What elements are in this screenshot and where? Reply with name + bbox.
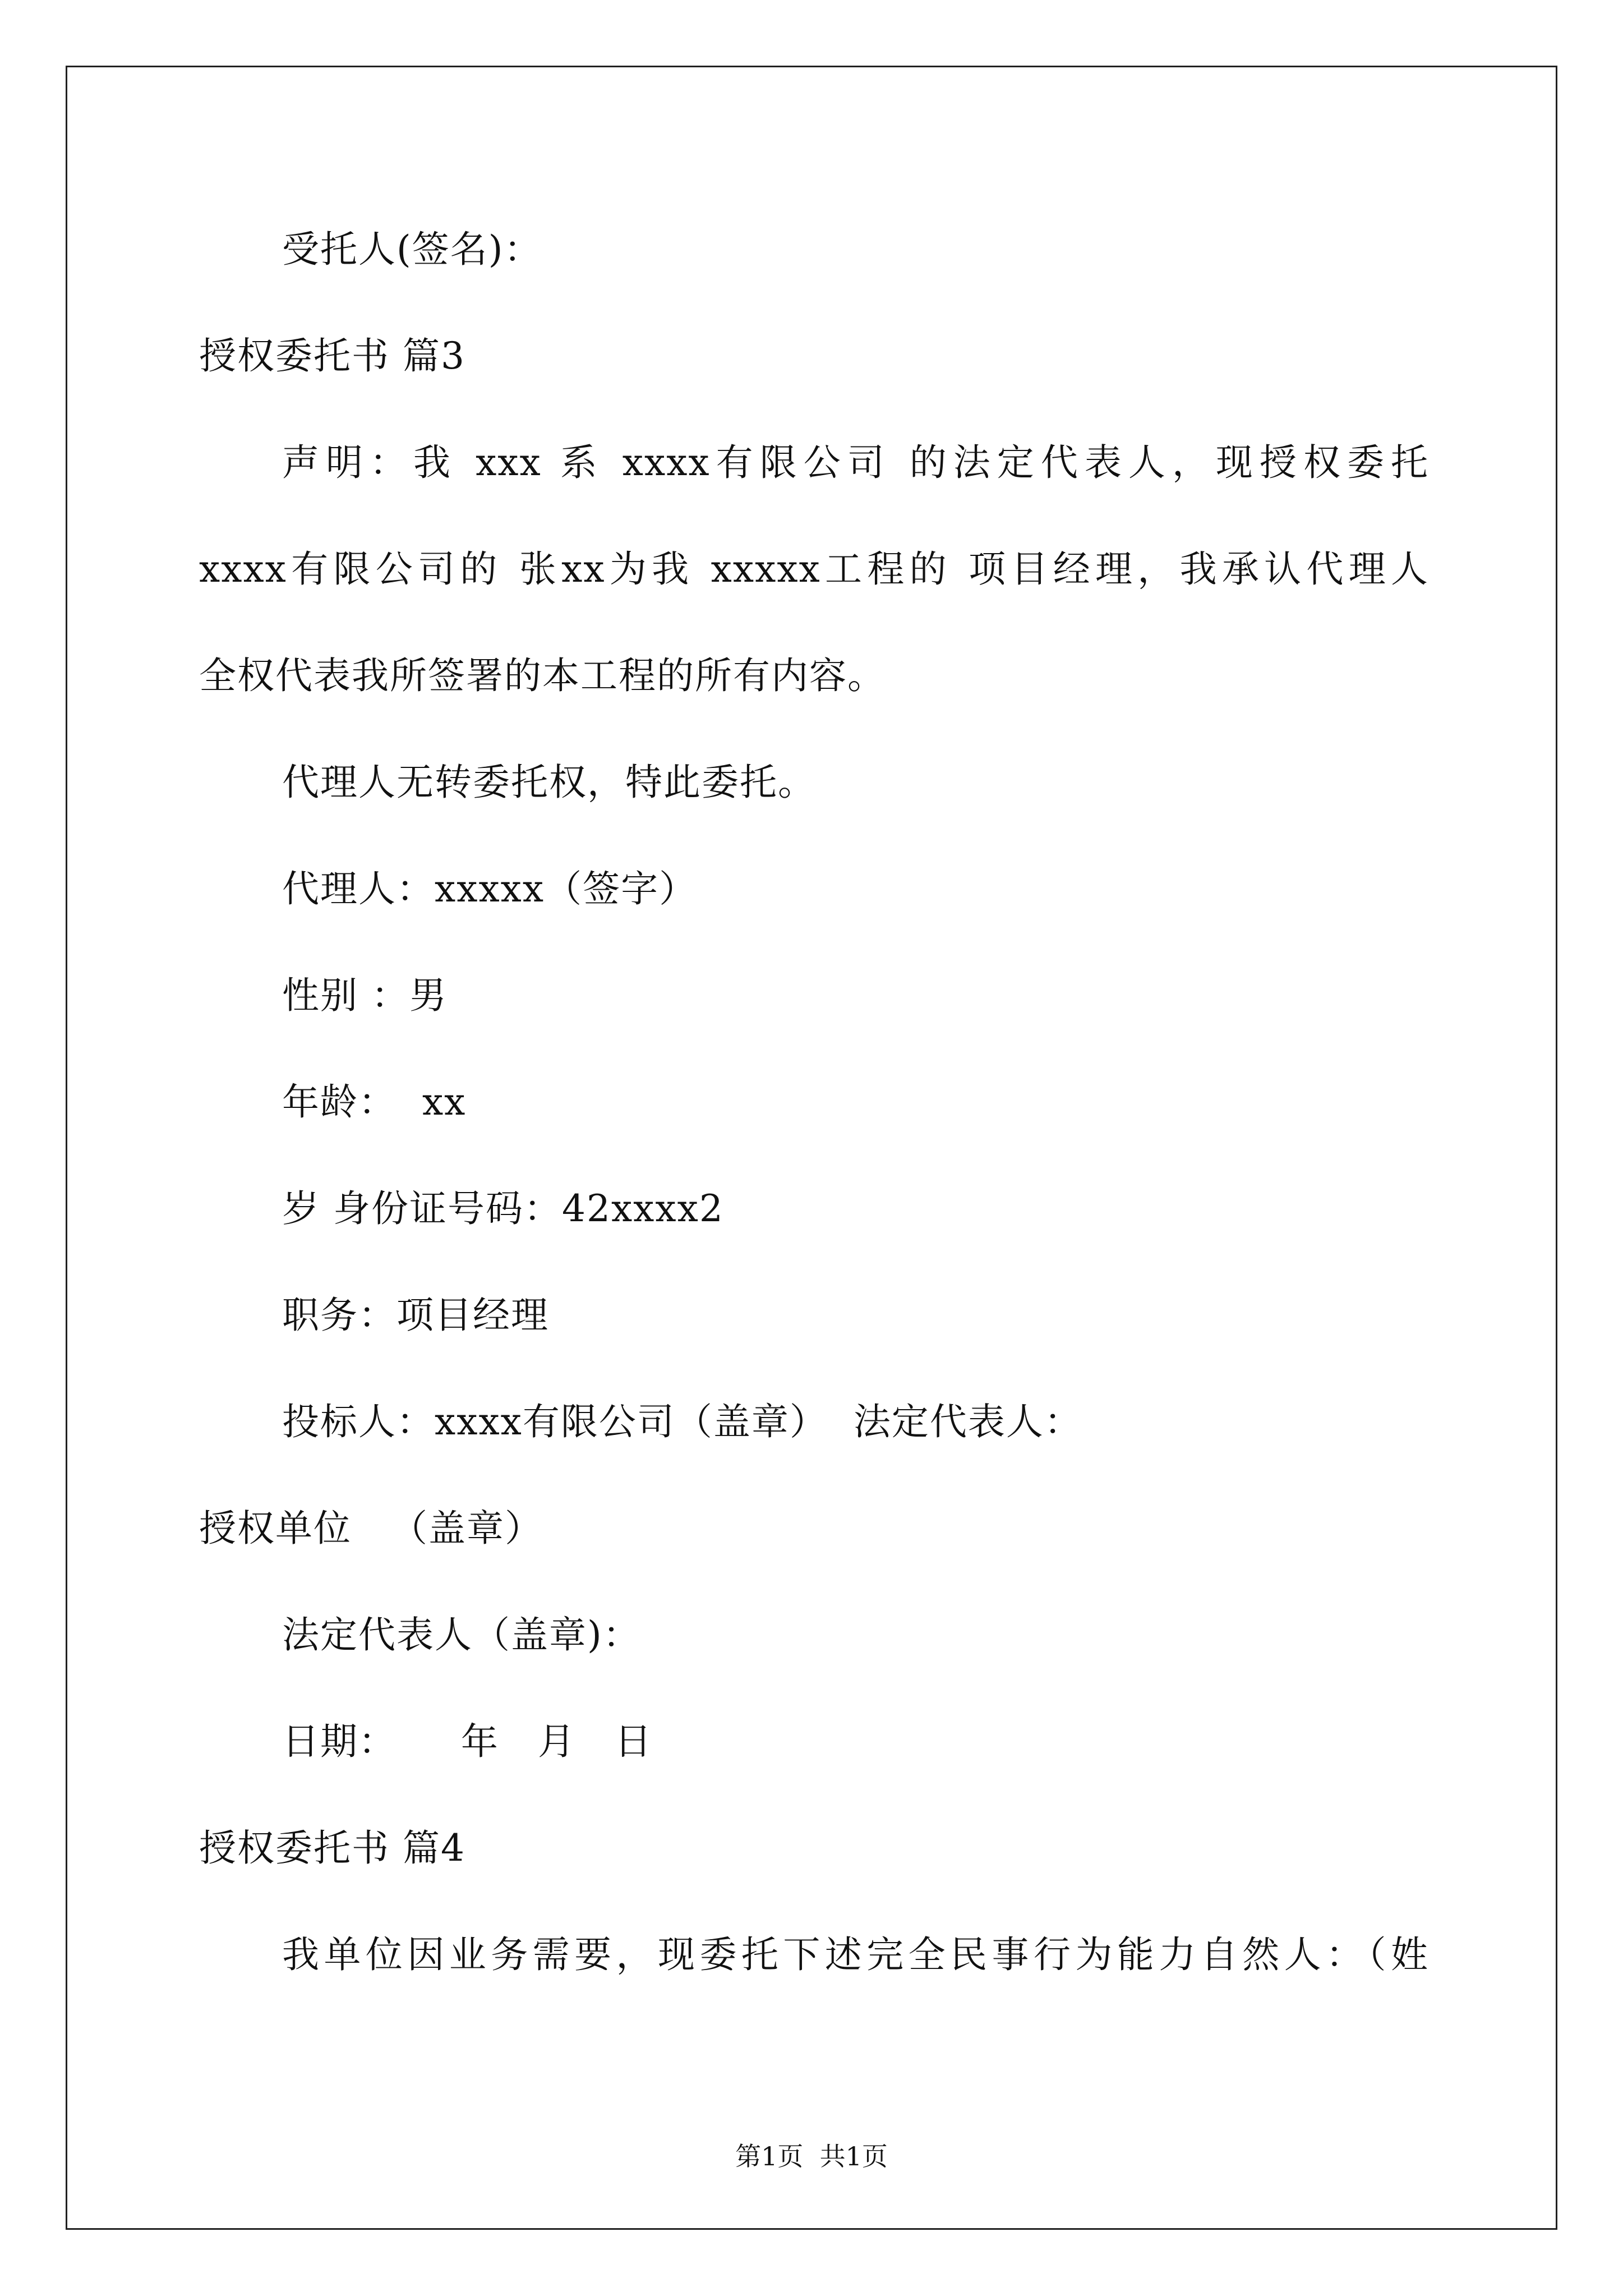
id-number-line: 岁 身份证号码：42xxxx2: [282, 1187, 724, 1230]
authorizing-unit-line: 授权单位 （盖章）: [199, 1507, 543, 1550]
agent-line: 代理人：xxxxx（签字）: [282, 867, 698, 910]
section-heading-3: 授权委托书 篇3: [199, 334, 465, 378]
age-line: 年龄： xx: [282, 1080, 467, 1124]
no-subdelegation-line: 代理人无转委托权，特此委托。: [282, 761, 816, 804]
statement-line-3: 全权代表我所签署的本工程的所有内容。: [199, 654, 886, 697]
page-border: [66, 66, 1557, 2230]
trustee-signature-line: 受托人(签名)：: [282, 228, 542, 271]
section-heading-4: 授权委托书 篇4: [199, 1826, 465, 1870]
entrust-paragraph-line: 我单位因业务需要，现委托下述完全民事行为能力自然人：（姓: [282, 1933, 1429, 1976]
page-number-footer: 第1页 共1页: [735, 2141, 888, 2171]
bidder-line: 投标人：xxxx有限公司（盖章） 法定代表人：: [282, 1400, 1082, 1443]
statement-line-1: 声明：我 xxx 系 xxxx有限公司 的法定代表人，现授权委托: [282, 441, 1429, 484]
statement-line-2: xxxx有限公司的 张xx为我 xxxxx工程的 项目经理，我承认代理人: [199, 547, 1429, 591]
position-line: 职务：项目经理: [282, 1294, 549, 1337]
legal-rep-seal-line: 法定代表人（盖章)：: [282, 1613, 641, 1657]
gender-line: 性别 ：男: [282, 974, 448, 1017]
date-line: 日期： 年 月 日: [282, 1720, 653, 1763]
